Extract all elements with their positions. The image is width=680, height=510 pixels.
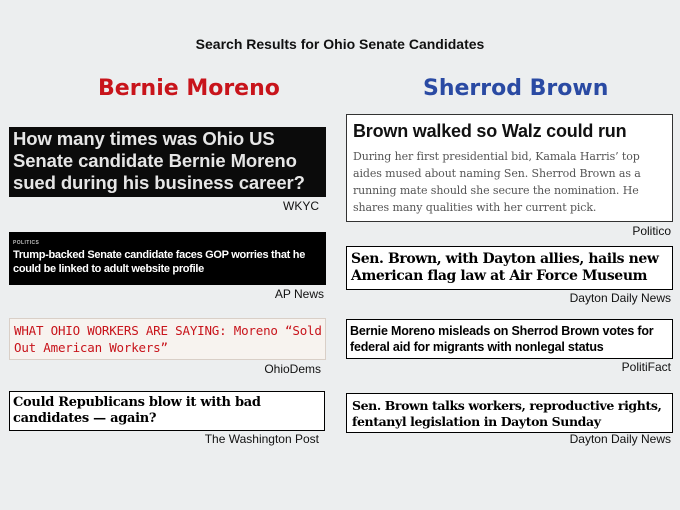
dayton-daily-news-headline-card[interactable] bbox=[346, 246, 673, 290]
card-source: Dayton Daily News bbox=[569, 291, 671, 305]
card-source: Dayton Daily News bbox=[569, 432, 671, 446]
page-title: Search Results for Ohio Senate Candidates bbox=[195, 36, 485, 52]
card-headline: Could Republicans blow it with bad candidates — again? bbox=[13, 395, 261, 426]
card-headline: Bernie Moreno misleads on Sherrod Brown votes for federal aid for migrants with nonlegal status bbox=[350, 324, 654, 354]
card-source: OhioDems bbox=[264, 362, 321, 376]
card-source: PolitiFact bbox=[621, 360, 671, 374]
politifact-headline-card[interactable] bbox=[346, 319, 673, 359]
dayton-sunday-headline-card[interactable] bbox=[346, 393, 673, 433]
card-source: AP News bbox=[274, 287, 324, 301]
card-headline: Brown walked so Walz could run bbox=[353, 121, 627, 141]
card-headline: How many times was Ohio US Senate candidate Bernie Moreno sued during his business career? bbox=[13, 128, 305, 193]
moreno-column-heading: Bernie Moreno bbox=[98, 76, 280, 101]
card-headline: WHAT OHIO WORKERS ARE SAYING: Moreno “Sold Out American Workers” bbox=[14, 323, 322, 355]
ap-news-headline-card[interactable] bbox=[9, 232, 326, 285]
card-source: Politico bbox=[632, 224, 671, 238]
washington-post-headline-card[interactable] bbox=[9, 391, 325, 431]
card-source: WKYC bbox=[283, 199, 319, 213]
card-source: The Washington Post bbox=[204, 432, 319, 446]
politico-headline-card[interactable] bbox=[346, 114, 673, 222]
ohiodems-headline-card[interactable] bbox=[9, 318, 326, 360]
card-headline: Sen. Brown talks workers, reproductive rights, fentanyl legislation in Dayton Sunday bbox=[352, 398, 662, 429]
card-headline: Sen. Brown, with Dayton allies, hails new American flag law at Air Force Museum bbox=[351, 251, 659, 284]
card-dek: During her first presidential bid, Kamala Harris’ top aides mused about naming Sen. Sherrod Brown as a running mate should she secure the nomination. He shares many qualities with her current pick. bbox=[353, 150, 641, 214]
card-headline: Trump-backed Senate candidate faces GOP worries that he could be linked to adult website profile bbox=[13, 249, 306, 275]
brown-column-heading: Sherrod Brown bbox=[423, 76, 609, 101]
wkyc-headline-card[interactable] bbox=[9, 127, 326, 197]
section-tag: POLITICS bbox=[13, 240, 40, 246]
